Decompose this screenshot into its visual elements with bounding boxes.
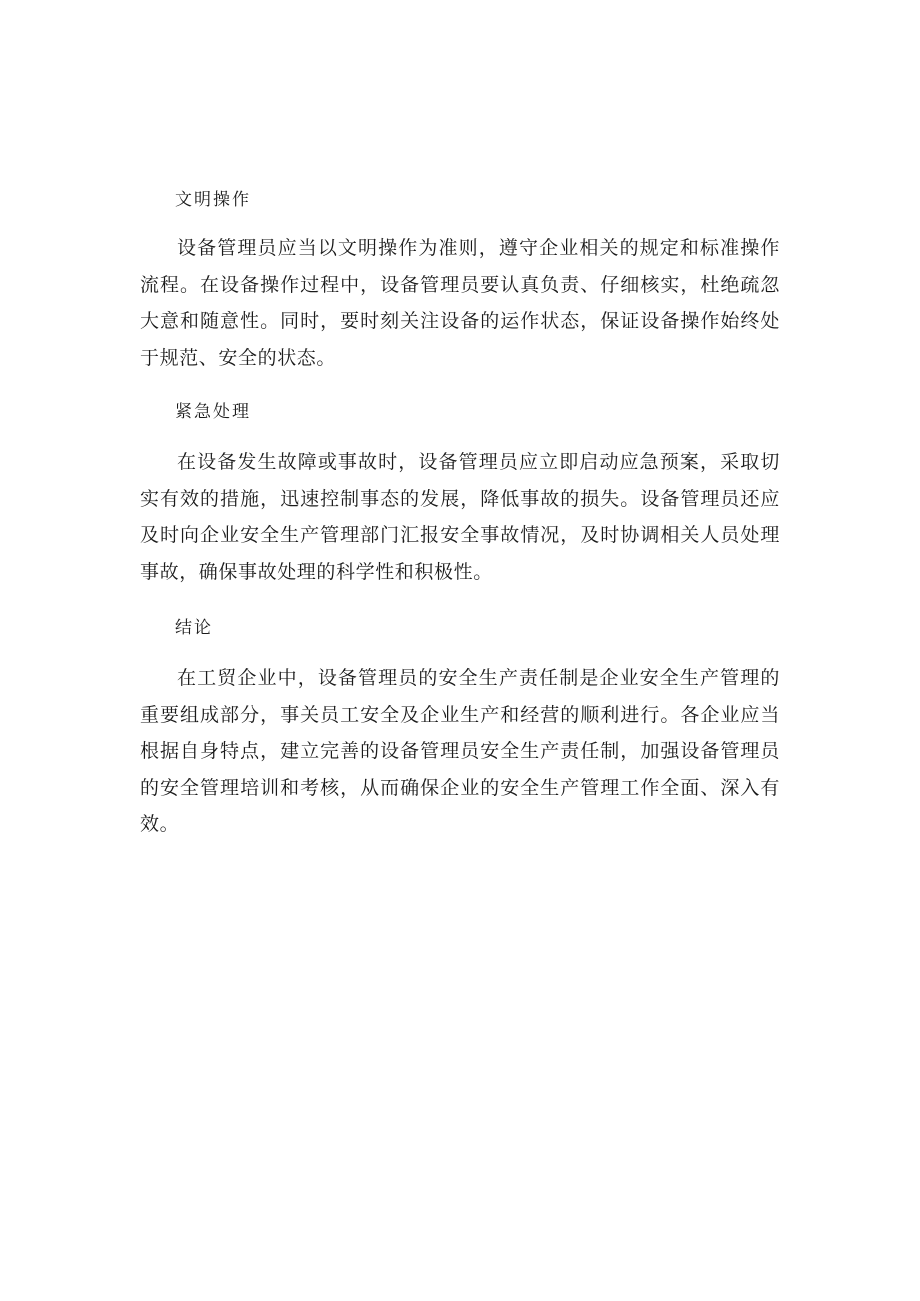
section-paragraph-conclusion: 在工贸企业中，设备管理员的安全生产责任制是企业安全生产管理的重要组成部分，事关员工安全及企业生产和经营的顺利进行。各企业应当根据自身特点，建立完善的设备管理员安全生产责任制，加强设备管理员的安全管理培训和考核，从而确保企业的安全生产管理工作全面、深入有效。 [140,667,780,835]
section-heading-conclusion: 结论 [175,618,213,638]
section-heading-emergency-handling: 紧急处理 [175,402,251,422]
section-paragraph-emergency-handling: 在设备发生故障或事故时，设备管理员应立即启动应急预案，采取切实有效的措施，迅速控制事态的发展，降低事故的损失。设备管理员还应及时向企业安全生产管理部门汇报安全事故情况，及时协调相关人员处理事故，确保事故处理的科学性和积极性。 [140,451,780,583]
document-body [140,182,780,843]
section-paragraph-civilized-operation: 设备管理员应当以文明操作为准则，遵守企业相关的规定和标准操作流程。在设备操作过程中，设备管理员要认真负责、仔细核实，杜绝疏忽大意和随意性。同时，要时刻关注设备的运作状态，保证设备操作始终处于规范、安全的状态。 [140,237,780,369]
section-heading-civilized-operation: 文明操作 [175,190,251,210]
